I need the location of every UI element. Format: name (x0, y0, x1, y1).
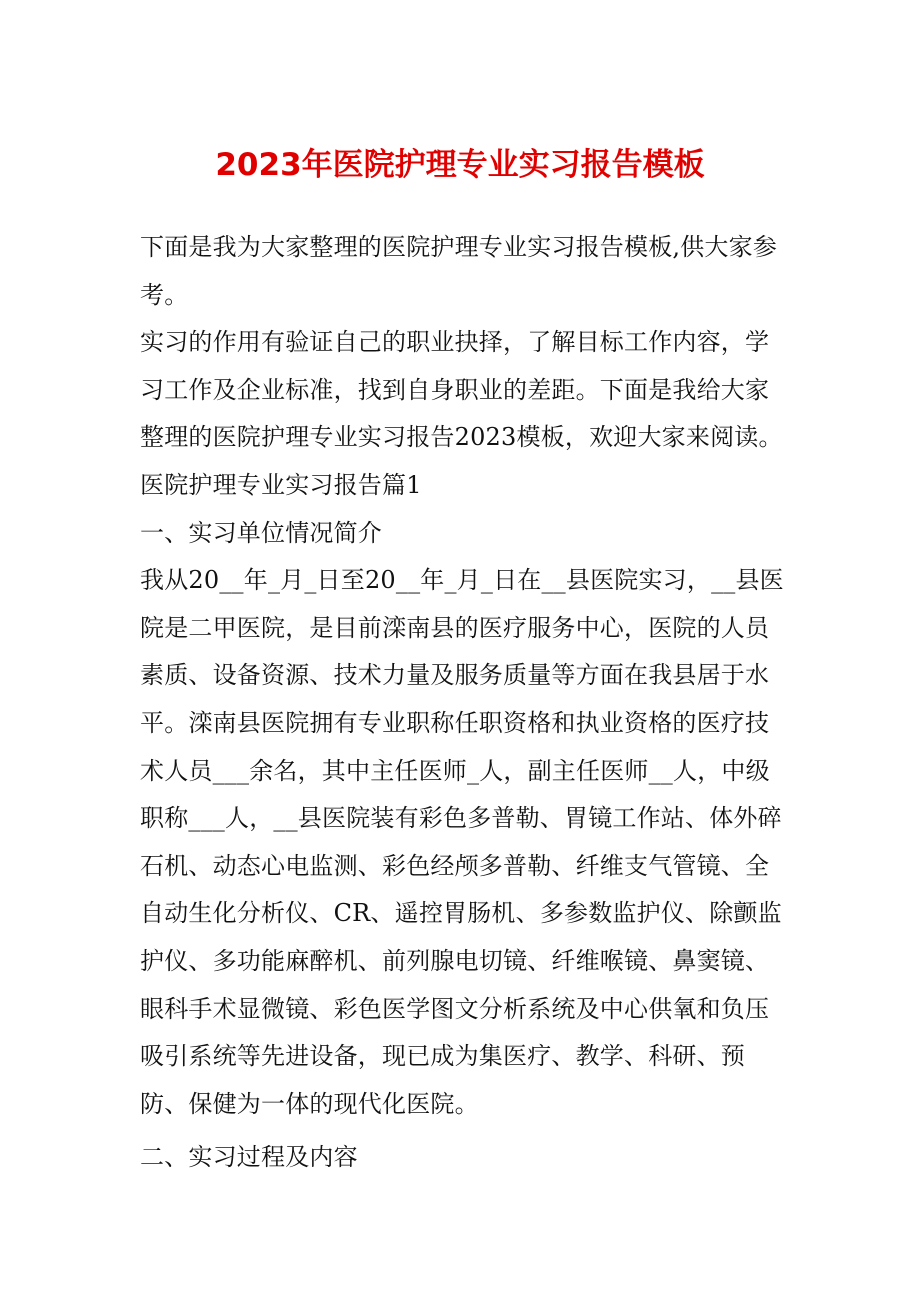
document-title: 2023年医院护理专业实习报告模板 (215, 147, 705, 183)
intro-paragraph: 下面是我为大家整理的医院护理专业实习报告模板,供大家参考。 (140, 233, 778, 309)
document-body (140, 224, 790, 1182)
section-heading-unit-intro: 一、实习单位情况简介 (140, 518, 382, 547)
purpose-paragraph: 实习的作用有验证自己的职业抉择，了解目标工作内容，学习工作及企业标准，找到自身职业的差距。下面是我给大家整理的医院护理专业实习报告2023模板，欢迎大家来阅读。 (140, 328, 783, 452)
section-heading-process: 二、实习过程及内容 (140, 1143, 358, 1172)
unit-intro-paragraph: 我从20__年_月_日至20__年_月_日在__县医院实习，__县医院是二甲医院，是目前滦南县的医疗服务中心，医院的人员素质、设备资源、技术力量及服务质量等方面在我县居于水平。滦南县医院拥有专业职称任职资格和执业资格的医疗技术人员___余名，其中主任医师_人，副主任医师__人，中级职称___人，__县医院装有彩色多普勒、胃镜工作站、体外碎石机、动态心电监测、彩色经颅多普勒、纤维支气管镜、全自动生化分析仪、CR、遥控胃肠机、多参数监护仪、除颤监护仪、多功能麻醉机、前列腺电切镜、纤维喉镜、鼻窦镜、眼科手术显微镜、彩色医学图文分析系统及中心供氧和负压吸引系统等先进设备，现已成为集医疗、教学、科研、预防、保健为一体的现代化医院。 (140, 566, 784, 1118)
section-heading-report-1: 医院护理专业实习报告篇1 (140, 470, 422, 499)
